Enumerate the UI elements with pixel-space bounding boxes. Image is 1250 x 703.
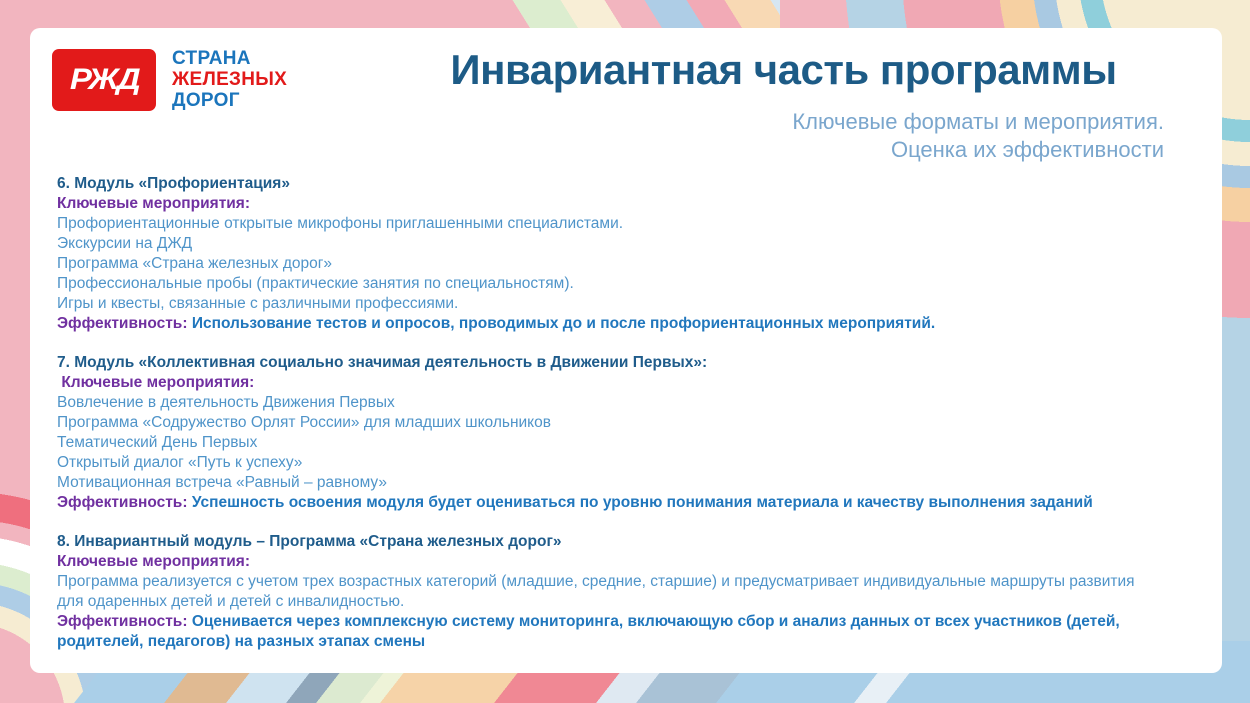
brand-wordmark xyxy=(172,48,287,111)
effectiveness-text: Использование тестов и опросов, проводимых до и после профориентационных мероприятий. xyxy=(191,315,936,332)
activity-line: Экскурсии на ДЖД xyxy=(57,235,193,252)
effectiveness-label: Эффективность: xyxy=(57,315,188,332)
module-6-section xyxy=(57,174,1142,334)
section-heading: 6. Модуль «Профориентация» xyxy=(57,175,290,192)
key-events-label: Ключевые мероприятия: xyxy=(57,374,255,391)
key-events-label: Ключевые мероприятия: xyxy=(57,553,251,570)
effectiveness-label: Эффективность: xyxy=(57,613,188,630)
content-panel xyxy=(30,28,1222,673)
subtitle-line-2: Оценка их эффективности xyxy=(890,137,1164,162)
key-events-label: Ключевые мероприятия: xyxy=(57,195,251,212)
effectiveness-line xyxy=(57,314,1142,334)
page-title: Инвариантная часть программы xyxy=(450,46,1117,93)
effectiveness-text: Успешность освоения модуля будет оцениваться по уровню понимания материала и качеству выполнения заданий xyxy=(191,494,1093,511)
activity-line: Программа «Страна железных дорог» xyxy=(57,255,332,272)
effectiveness-text: Оценивается через комплексную систему мониторинга, включающую сбор и анализ данных от всех участников (детей, родителей, педагогов) на разных этапах смены xyxy=(57,613,1120,650)
brand-line-3: ДОРОГ xyxy=(172,90,240,111)
effectiveness-line xyxy=(57,612,1142,652)
activity-line: Игры и квесты, связанные с различными профессиями. xyxy=(57,295,459,312)
activity-line: Профориентационные открытые микрофоны приглашенными специалистами. xyxy=(57,215,624,232)
activity-paragraph: Программа реализуется с учетом трех возрастных категорий (младшие, средние, старшие) и предусматривает индивидуальные маршруты развития для одаренных детей и детей с инвалидностью. xyxy=(57,573,1139,610)
rzd-logo-icon xyxy=(52,49,156,111)
activity-line: Программа «Содружество Орлят России» для младших школьников xyxy=(57,414,551,431)
slide-body xyxy=(57,174,1142,671)
module-8-section xyxy=(57,532,1142,652)
effectiveness-label: Эффективность: xyxy=(57,494,188,511)
subtitle-line-1: Ключевые форматы и мероприятия. xyxy=(792,109,1164,134)
activity-line: Тематический День Первых xyxy=(57,434,258,451)
section-heading: 8. Инвариантный модуль – Программа «Страна железных дорог» xyxy=(57,533,562,550)
activity-line: Мотивационная встреча «Равный – равному» xyxy=(57,474,387,491)
activity-line: Вовлечение в деятельность Движения Первых xyxy=(57,394,395,411)
rzd-logo-mark: РЖД xyxy=(69,62,139,96)
effectiveness-line xyxy=(57,493,1142,513)
brand-line-1: СТРАНА xyxy=(172,48,251,69)
activity-line: Профессиональные пробы (практические занятия по специальностям). xyxy=(57,275,574,292)
module-7-section xyxy=(57,353,1142,513)
section-heading: 7. Модуль «Коллективная социально значимая деятельность в Движении Первых»: xyxy=(57,354,708,371)
activity-line: Открытый диалог «Путь к успеху» xyxy=(57,454,303,471)
page-subtitle xyxy=(792,108,1164,164)
brand-logo xyxy=(52,48,287,111)
brand-line-2: ЖЕЛЕЗНЫХ xyxy=(172,69,288,90)
